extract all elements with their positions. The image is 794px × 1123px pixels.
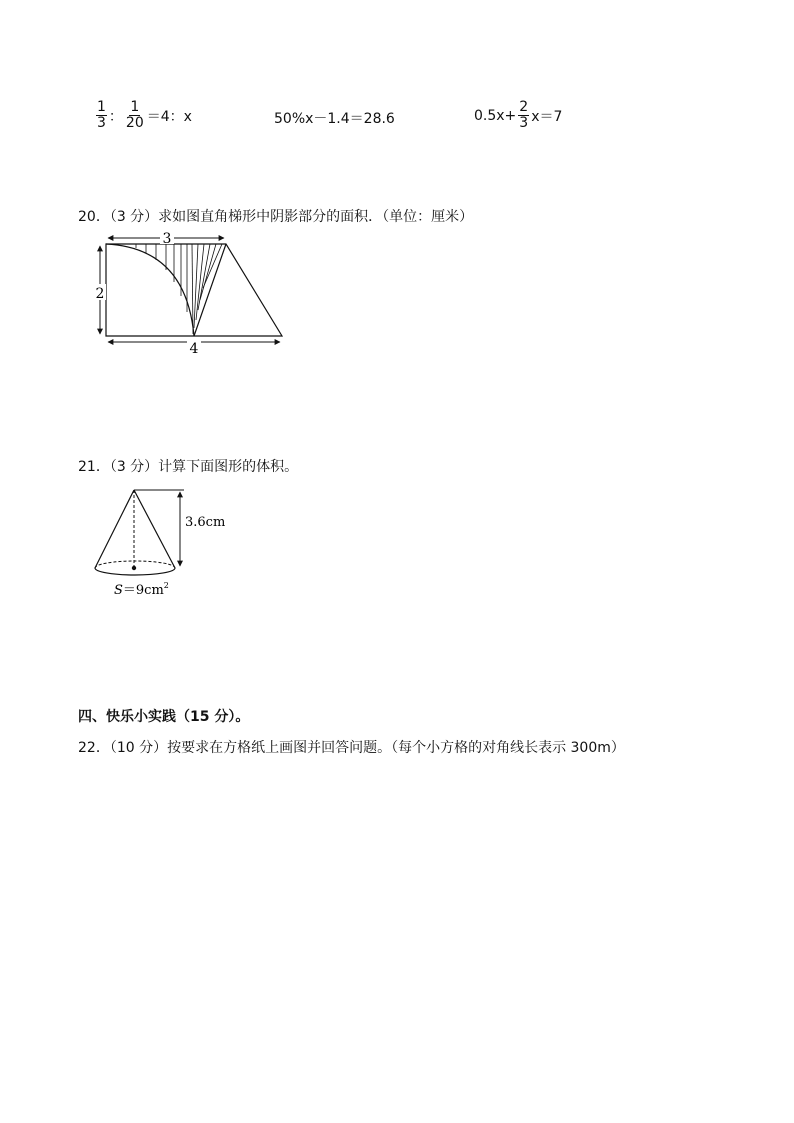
cone-left-side	[95, 490, 134, 568]
trapezoid-figure	[94, 228, 294, 358]
question-20-text: 20．（3 分）求如图直角梯形中阴影部分的面积．（单位：厘米）	[78, 209, 474, 225]
bottom-dimension-label: 4	[189, 341, 199, 357]
equation-percent: 50%x－1.4＝28.6	[274, 111, 395, 127]
height-label: 3.6cm	[185, 515, 226, 530]
fraction: $\frac{1}{20}$	[125, 99, 144, 131]
question-21-text: 21．（3 分）计算下面图形的体积。	[78, 459, 299, 475]
fraction: $\frac{1}{3}$	[97, 99, 106, 131]
question-22-text: 22．（10 分）按要求在方格纸上画图并回答问题。（每个小方格的对角线长表示 300m）	[78, 740, 625, 756]
base-area-label: $S=9cm^2$	[114, 581, 169, 598]
cone-right-side	[134, 490, 175, 568]
section-4-title: 四、快乐小实践（15 分）。	[78, 709, 250, 725]
shaded-region	[136, 244, 222, 334]
left-dimension-label: 2	[95, 286, 105, 302]
top-dimension-label: 3	[162, 231, 172, 247]
fraction: $\frac{2}{3}$	[519, 99, 529, 131]
cone-figure	[88, 482, 248, 602]
cone-base-center	[132, 566, 136, 570]
equation-decimal: 0.5x+ $\frac{2}{3}$ x＝7	[474, 99, 563, 131]
equation-proportion: $\frac{1}{3}$ ： $\frac{1}{20}$ ＝4：x	[97, 99, 192, 131]
